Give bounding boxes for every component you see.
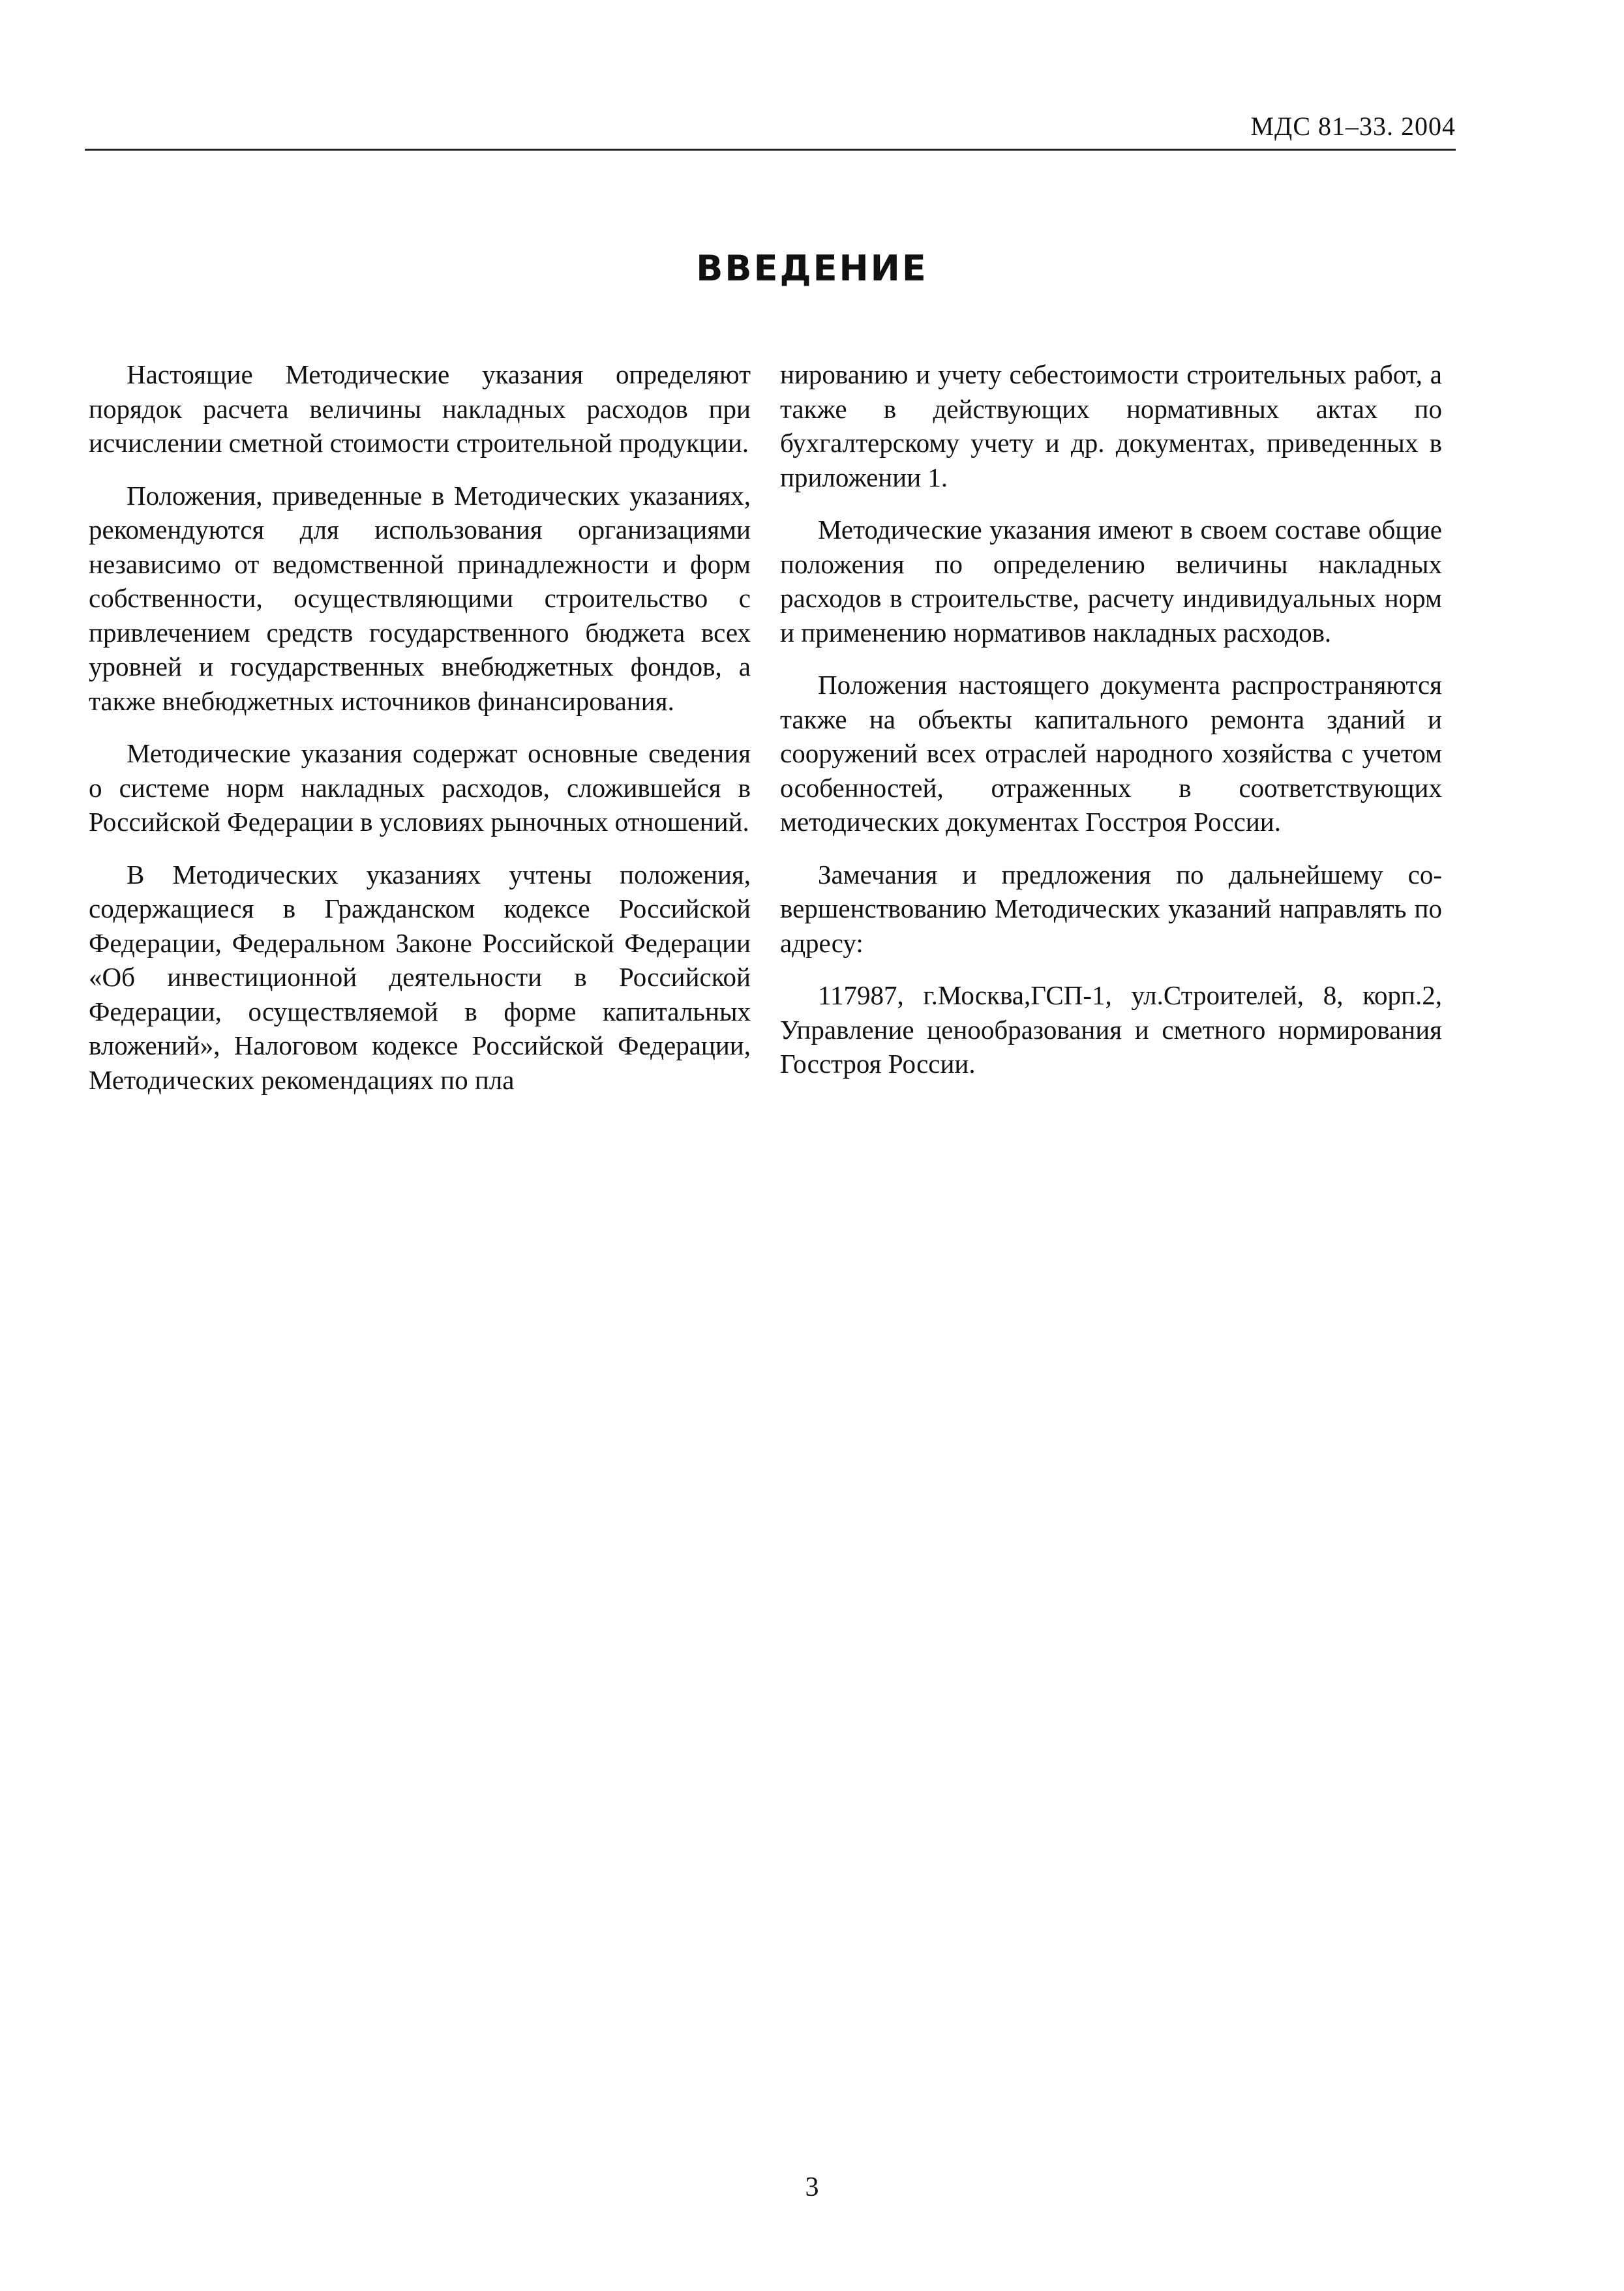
paragraph-continuation: нированию и учету себестоимости строительных работ, а также в действующих нормативных актах по бухгалтерскому учету и др. документах, приведенных в приложении 1. [780,359,1442,492]
document-code: МДС 81–33. 2004 [1250,112,1456,141]
header-rule [85,149,1456,151]
paragraph: Положения настоящего документа распространяются также на объекты капитального ремонта зданий и сооружений всех отраслей народного хозяйства с учетом особенностей, отраженных в соответствующих методических документах Госстроя России. [780,670,1442,837]
right-column [780,357,1442,1100]
paragraph: Замечания и предложения по дальнейшему совершенствованию Методических указаний направлять по адресу: [780,859,1442,958]
paragraph: В Методических указаниях учтены положения, содержащиеся в Гражданском кодексе Российской Федерации, Федеральном Законе Российской Федерации «Об инвестиционной деятельности в Российской Федерации, осуществляемой в форме капитальных вложений», Налоговом кодексе Российской Федерации, Методических рекомендациях по пла [89,859,751,1095]
paragraph: Методические указания содержат основные сведения о системе норм накладных расходов, сложившейся в Российской Федерации в условиях рыночных отношений. [89,738,751,837]
paragraph: Положения, приведенные в Методических указаниях, рекомендуются для использования организациями независимо от ведомственной принадлежности и форм собственности, осуществляющими строительство с привлечением средств государственного бюджета всех уровней и государственных внебюджетных фондов, а также внебюджетных источников финансирования. [89,480,751,716]
left-column [89,357,751,1115]
paragraph: Настоящие Методические указания определяют порядок расчета величины накладных расходов при исчислении сметной стоимости строительной продукции. [89,359,751,458]
address-paragraph: 117987, г.Москва,ГСП-1, ул.Строителей, 8, корп.2, Управление ценообразования и сметного нормирования Госстроя России. [780,980,1442,1079]
paragraph: Методические указания имеют в своем составе общие положения по определению величины накладных расходов в строительстве, расчету индивидуальных норм и применению нормативов накладных расходов. [780,515,1442,648]
section-title: ВВЕДЕНИЕ [696,248,928,289]
page-number: 3 [805,2172,819,2202]
